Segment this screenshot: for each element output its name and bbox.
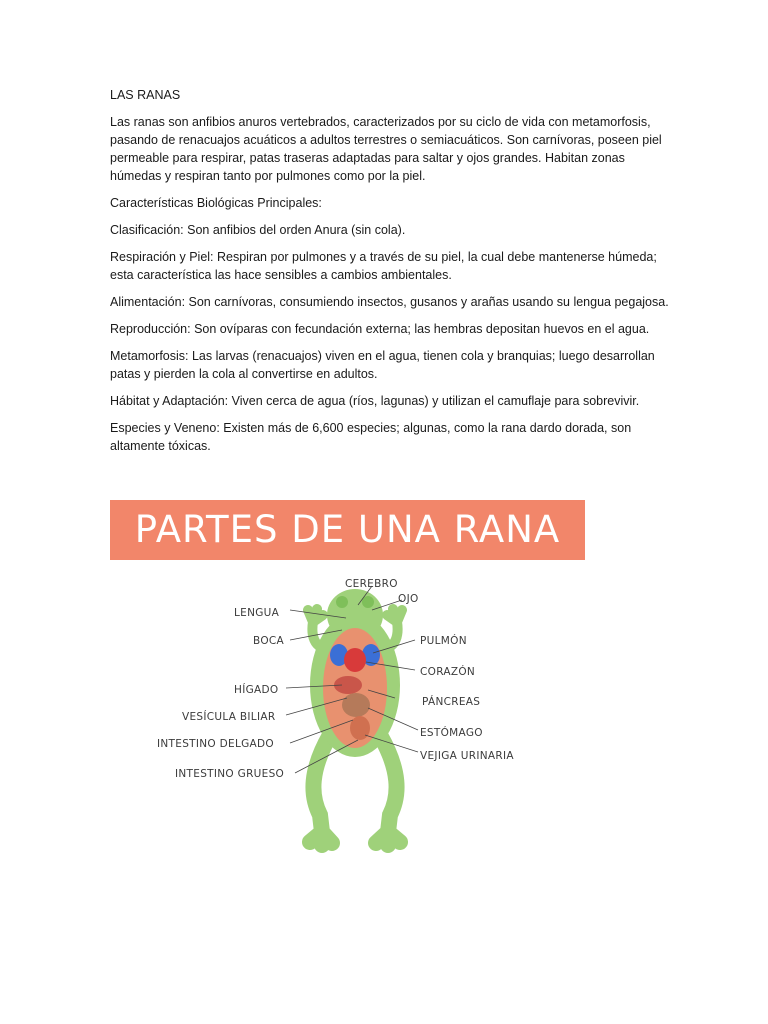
label-boca: BOCA (253, 635, 284, 647)
paragraph-especies: Especies y Veneno: Existen más de 6,600 especies; algunas, como la rana dardo dorada, son altamente tóxicas. (110, 421, 632, 453)
figure-banner (110, 500, 585, 560)
figure-banner-title: PARTES DE UNA RANA (134, 508, 561, 551)
paragraph-habitat: Hábitat y Adaptación: Viven cerca de agua (ríos, lagunas) y utilizan el camuflaje para sobrevivir. (110, 394, 640, 408)
label-ojo: OJO (398, 593, 419, 605)
paragraph-respiracion: Respiración y Piel: Respiran por pulmones y a través de su piel, la cual debe mantenerse húmeda; esta característica las hace sensibles a cambios ambientales. (110, 250, 657, 282)
label-higado: HÍGADO (234, 684, 279, 696)
label-corazon: CORAZÓN (420, 666, 476, 678)
frog-anatomy-diagram (110, 560, 585, 855)
label-cerebro: CEREBRO (345, 578, 398, 590)
paragraph-alimentacion: Alimentación: Son carnívoras, consumiendo insectos, gusanos y arañas usando su lengua pegajosa. (110, 295, 669, 309)
label-intestino-delgado: INTESTINO DELGADO (157, 738, 274, 750)
frog-anatomy-figure (110, 500, 585, 855)
document-body (110, 86, 670, 464)
paragraph-metamorfosis: Metamorfosis: Las larvas (renacuajos) viven en el agua, tienen cola y branquias; luego desarrollan patas y pierden la cola al convertirse en adultos. (110, 349, 655, 381)
label-vesicula-biliar: VESÍCULA BILIAR (182, 711, 276, 723)
section-heading: Características Biológicas Principales: (110, 196, 322, 210)
label-intestino-grueso: INTESTINO GRUESO (175, 768, 285, 780)
label-pulmon: PULMÓN (420, 635, 467, 647)
paragraph-clasificacion: Clasificación: Son anfibios del orden Anura (sin cola). (110, 223, 406, 237)
paragraph-reproduccion: Reproducción: Son ovíparas con fecundación externa; las hembras depositan huevos en el agua. (110, 322, 650, 336)
intro-paragraph: Las ranas son anfibios anuros vertebrados, caracterizados por su ciclo de vida con metamorfosis, pasando de renacuajos acuáticos a adultos terrestres o semiacuáticos. Son carnívoras, poseen piel permeable para respirar, patas traseras adaptadas para saltar y ojos grandes. Habitan zonas húmedas y respiran tanto por pulmones como por la piel. (110, 115, 662, 183)
label-pancreas: PÁNCREAS (422, 696, 481, 708)
document-title: LAS RANAS (110, 88, 181, 102)
label-estomago: ESTÓMAGO (420, 727, 483, 739)
label-lengua: LENGUA (234, 607, 280, 619)
label-vejiga-urinaria: VEJIGA URINARIA (420, 750, 514, 762)
